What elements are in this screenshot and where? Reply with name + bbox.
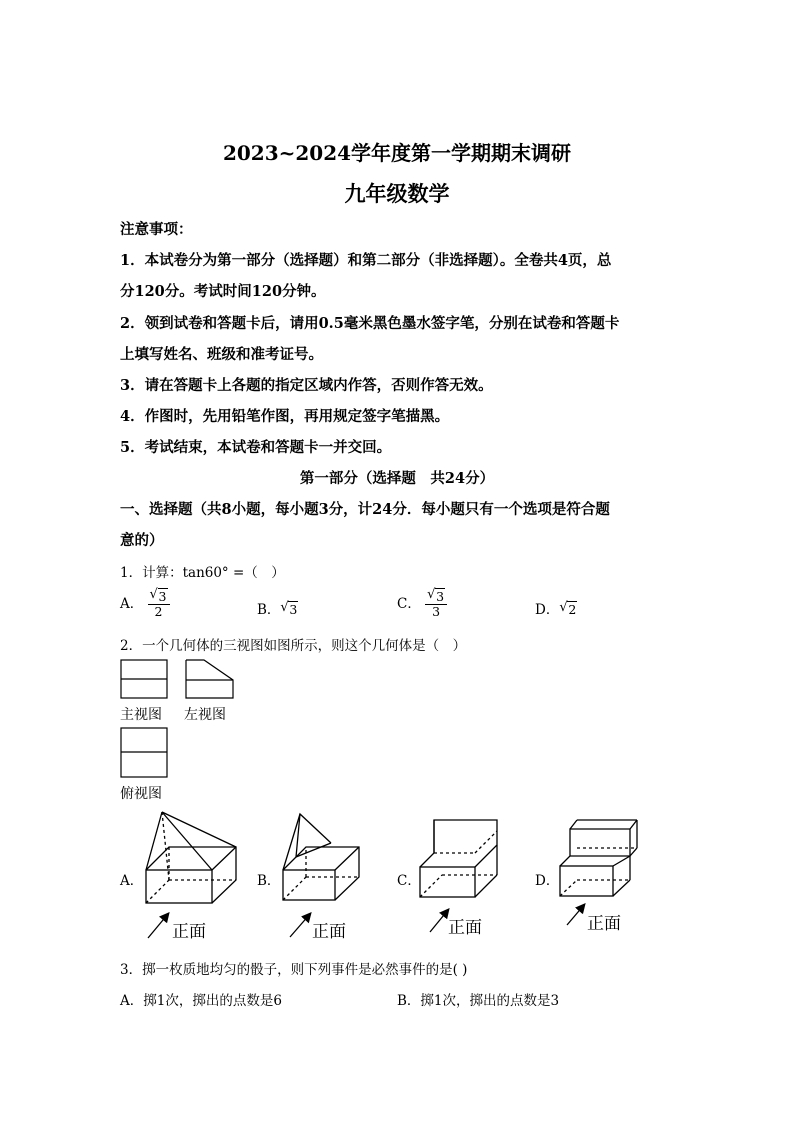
notice-item-5: 5．考试结束，本试卷和答题卡一并交回。 bbox=[120, 439, 392, 456]
notice-item-1-cont: 分120分。考试时间120分钟。 bbox=[120, 283, 326, 300]
q1-stem: 1．计算：tan60° =（ ） bbox=[120, 565, 285, 581]
exam-subtitle: 九年级数学 bbox=[344, 181, 450, 206]
front-view-label: 主视图 bbox=[120, 707, 162, 723]
notice-item-2: 2．领到试卷和答题卡后，请用0.5毫米黑色墨水签字笔，分别在试卷和答题卡 bbox=[120, 315, 620, 332]
q2-option-a-label: A． bbox=[120, 873, 144, 889]
q3-option-b: B．掷1次，掷出的点数是3 bbox=[397, 993, 560, 1009]
q1-option-a: A． √ $\frac{3}{2}$ bbox=[120, 590, 170, 619]
top-view-label: 俯视图 bbox=[120, 786, 162, 802]
part1-heading: 第一部分（选择题 共24分） bbox=[299, 470, 495, 487]
section-heading: 一、选择题（共8小题，每小题3分，计24分．每小题只有一个选项是符合题 bbox=[120, 501, 610, 518]
notice-item-1: 1．本试卷分为第一部分（选择题）和第二部分（非选择题）。全卷共4页，总 bbox=[120, 252, 612, 269]
section-heading-cont: 意的） bbox=[120, 532, 164, 549]
notice-heading: 注意事项： bbox=[120, 221, 193, 238]
q1-option-b: B．√ 3 bbox=[257, 598, 298, 618]
notice-item-3: 3．请在答题卡上各题的指定区域内作答，否则作答无效。 bbox=[120, 377, 493, 394]
q2-option-c-label: C． bbox=[397, 873, 421, 889]
notice-item-2-cont: 上填写姓名、班级和准考证号。 bbox=[120, 346, 323, 363]
left-view-label: 左视图 bbox=[184, 707, 226, 723]
exam-title: 2023~2024学年度第一学期期末调研 bbox=[222, 141, 572, 165]
q3-option-a: A．掷1次，掷出的点数是6 bbox=[120, 993, 282, 1009]
q2-stem: 2．一个几何体的三视图如图所示，则这个几何体是（ ） bbox=[120, 638, 467, 654]
notice-item-4: 4．作图时，先用铅笔作图，再用规定签字笔描黑。 bbox=[120, 408, 450, 425]
q1-option-d: D．√ 2 bbox=[535, 598, 577, 618]
q2-option-b-label: B． bbox=[257, 873, 281, 889]
q1-option-c: C． √ $\frac{3}{3}$ bbox=[397, 590, 447, 619]
q2-option-d-label: D． bbox=[535, 873, 560, 889]
front-label-a: 正面 bbox=[172, 922, 206, 942]
front-label-d: 正面 bbox=[587, 914, 621, 934]
q3-stem: 3．掷一枚质地均匀的骰子，则下列事件是必然事件的是( ) bbox=[120, 962, 468, 978]
front-label-b: 正面 bbox=[312, 922, 346, 942]
front-label-c: 正面 bbox=[448, 918, 482, 938]
